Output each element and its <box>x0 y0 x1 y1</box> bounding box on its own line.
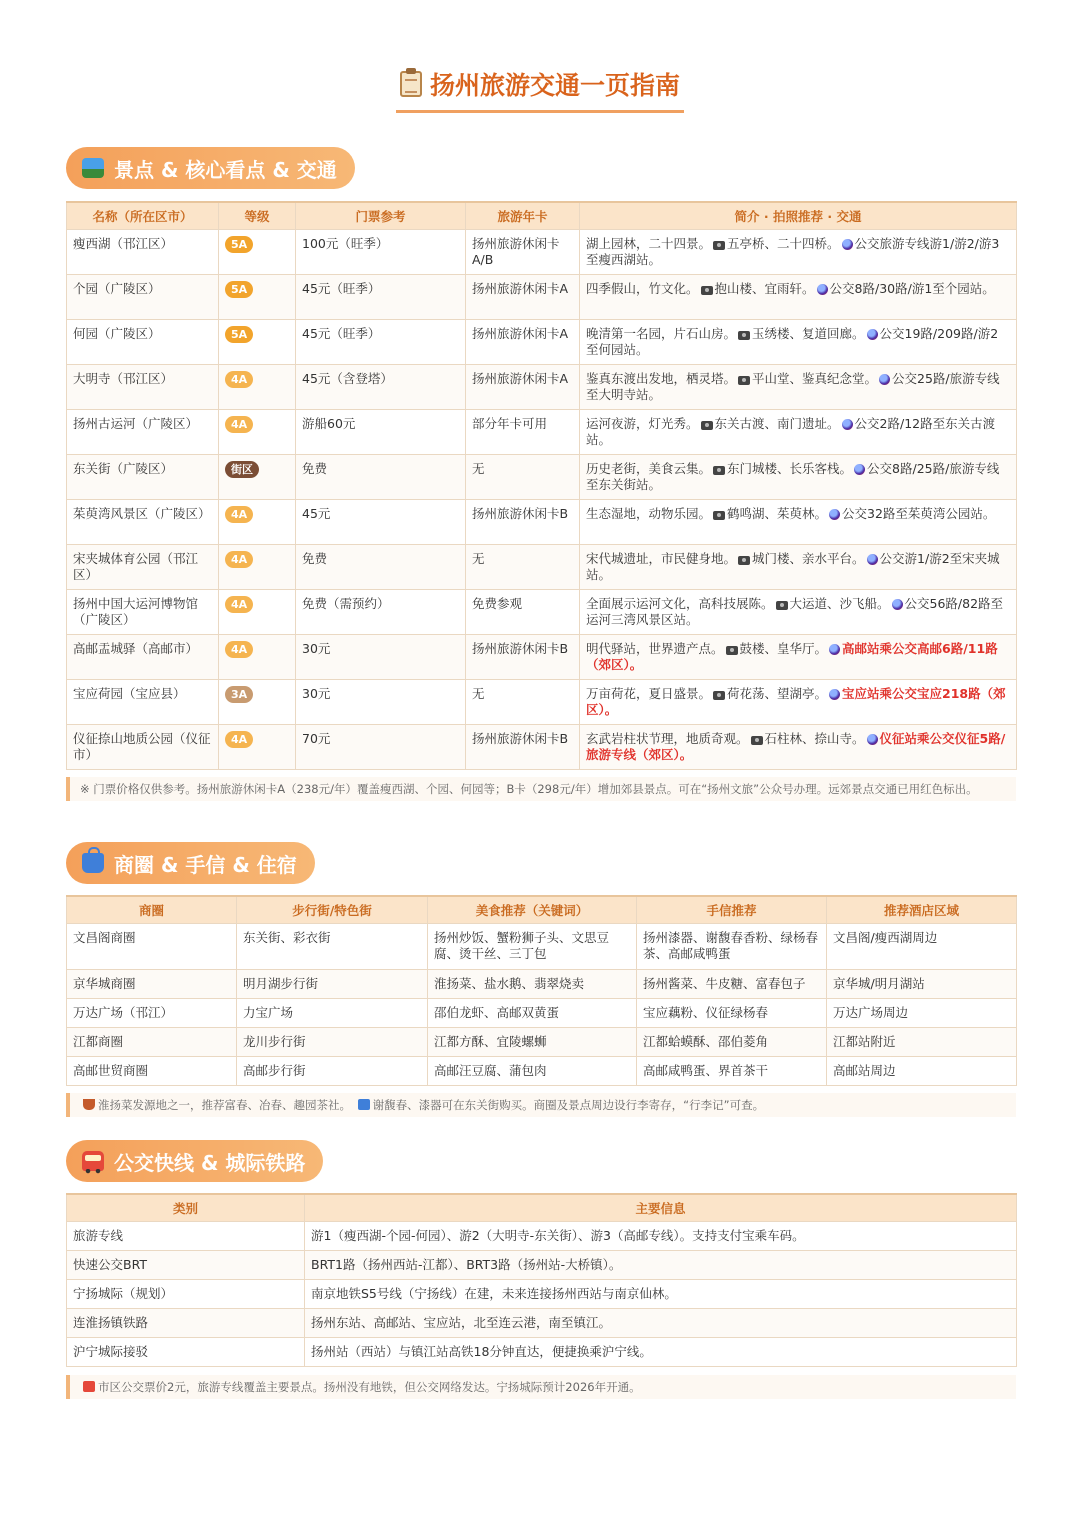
shop-street: 力宝广场 <box>237 998 428 1027</box>
table-row <box>67 1308 1017 1337</box>
shop-food: 江都方酥、宜陵螺蛳 <box>428 1027 637 1056</box>
clipboard-icon <box>400 71 422 97</box>
scenic-note-text: ※ 门票价格仅供参考。扬州旅游休闲卡A（238元/年）覆盖瘦西湖、个园、何园等；B卡（298元/年）增加郊县景点。可在“扬州文旅”公众号办理。远郊景点交通已用红色标出。 <box>80 782 978 796</box>
scenic-info <box>580 724 1017 769</box>
shop-souvenir: 高邮咸鸭蛋、界首茶干 <box>637 1056 827 1085</box>
shop-souvenir: 江都蛤蟆酥、邵伯菱角 <box>637 1027 827 1056</box>
shop-souvenir: 扬州酱菜、牛皮糖、富春包子 <box>637 969 827 998</box>
scenic-header-row <box>67 202 1017 229</box>
scenic-transit: 公交8路/30路/游1至个园站。 <box>829 280 995 296</box>
transit-info: 扬州东站、高邮站、宝应站，北至连云港，南至镇江。 <box>305 1308 1017 1337</box>
scenic-photo: 东关古渡、南门遗址。 <box>714 415 840 431</box>
scenic-card: 免费参观 <box>466 589 580 634</box>
transit-icon <box>842 239 853 250</box>
shopping-header-row <box>67 896 1017 923</box>
scenic-card: 扬州旅游休闲卡A <box>466 319 580 364</box>
col-header: 手信推荐 <box>637 896 827 923</box>
transit-icon <box>867 554 878 565</box>
scenic-ticket: 70元 <box>296 724 466 769</box>
transit-icon <box>842 419 853 430</box>
col-header: 类别 <box>67 1194 305 1221</box>
transit-icon <box>879 374 890 385</box>
table-row <box>67 274 1017 319</box>
scenic-name: 宝应荷园（宝应县） <box>67 679 219 724</box>
scenic-info <box>580 274 1017 319</box>
bus-icon <box>83 1381 95 1392</box>
level-badge: 5A <box>225 281 253 298</box>
scenic-transit: 公交56路/82路至运河三湾风景区站。 <box>586 595 1004 627</box>
camera-icon <box>776 601 788 610</box>
col-header: 美食推荐（关键词） <box>428 896 637 923</box>
scenic-note <box>66 777 1016 801</box>
scenic-level-cell <box>219 679 296 724</box>
scenic-photo: 大运道、沙飞船。 <box>789 595 890 611</box>
col-header: 步行街/特色街 <box>237 896 428 923</box>
level-badge: 4A <box>225 731 253 748</box>
transit-info: 游1（瘦西湖-个园-何园）、游2（大明寺-东关街）、游3（高邮专线）。支持支付宝乘车码。 <box>305 1221 1017 1250</box>
transit-category: 沪宁城际接驳 <box>67 1337 305 1366</box>
scenic-card: 无 <box>466 544 580 589</box>
section-transit-title: 公交快线 & 城际铁路 <box>114 1150 306 1175</box>
camera-icon <box>713 691 725 700</box>
scenic-name: 宋夹城体育公园（邗江区） <box>67 544 219 589</box>
scenic-ticket: 45元 <box>296 499 466 544</box>
shop-souvenir: 扬州漆器、谢馥春香粉、绿杨春茶、高邮咸鸭蛋 <box>637 923 827 969</box>
transit-note-text: 市区公交票价2元，旅游专线覆盖主要景点。扬州没有地铁，但公交网络发达。宁扬城际预计2026年开通。 <box>98 1380 641 1394</box>
scenic-card: 扬州旅游休闲卡B <box>466 724 580 769</box>
table-row <box>67 969 1017 998</box>
scenic-info <box>580 409 1017 454</box>
scenic-photo: 荷花荡、望湖亭。 <box>727 685 828 701</box>
shop-district: 文昌阁商圈 <box>67 923 237 969</box>
scenic-level-cell <box>219 724 296 769</box>
level-badge: 5A <box>225 236 253 253</box>
scenic-info <box>580 589 1017 634</box>
shop-street: 明月湖步行街 <box>237 969 428 998</box>
transit-icon <box>829 689 840 700</box>
col-header: 主要信息 <box>305 1194 1017 1221</box>
shop-street: 东关街、彩衣街 <box>237 923 428 969</box>
transit-icon <box>829 509 840 520</box>
scenic-name: 东关街（广陵区） <box>67 454 219 499</box>
shop-hotel: 高邮站周边 <box>827 1056 1017 1085</box>
section-scenic-title: 景点 & 核心看点 & 交通 <box>114 157 337 182</box>
bus-icon <box>82 1151 104 1171</box>
scenic-name: 扬州古运河（广陵区） <box>67 409 219 454</box>
shop-food: 扬州炒饭、蟹粉狮子头、文思豆腐、烫干丝、三丁包 <box>428 923 637 969</box>
col-header: 推荐酒店区域 <box>827 896 1017 923</box>
scenic-intro: 玄武岩柱状节理，地质奇观。 <box>586 730 749 746</box>
section-shopping-title: 商圈 & 手信 & 住宿 <box>114 852 297 877</box>
camera-icon <box>738 556 750 565</box>
camera-icon <box>713 466 725 475</box>
col-header: 等级 <box>219 202 296 229</box>
scenic-name: 高邮盂城驿（高邮市） <box>67 634 219 679</box>
table-row <box>67 679 1017 724</box>
table-row <box>67 998 1017 1027</box>
col-header: 简介 · 拍照推荐 · 交通 <box>580 202 1017 229</box>
shop-hotel: 万达广场周边 <box>827 998 1017 1027</box>
scenic-info <box>580 499 1017 544</box>
shop-hotel: 京华城/明月湖站 <box>827 969 1017 998</box>
scenic-level-cell <box>219 409 296 454</box>
scenic-intro: 历史老街，美食云集。 <box>586 460 712 476</box>
scenic-ticket: 免费（需预约） <box>296 589 466 634</box>
table-row <box>67 544 1017 589</box>
scenic-ticket: 30元 <box>296 679 466 724</box>
shopping-bag-icon <box>358 1099 370 1110</box>
scenic-transit: 仪征站乘公交仪征5路/旅游专线（郊区）。 <box>586 730 1006 762</box>
shopping-note-part2: 谢馥春、漆器可在东关街购买。商圈及景点周边设行李寄存，“行李记”可查。 <box>372 1098 765 1112</box>
scenic-transit: 高邮站乘公交高邮6路/11路（郊区）。 <box>586 640 998 672</box>
scenic-level-cell <box>219 319 296 364</box>
scenic-card: 无 <box>466 679 580 724</box>
col-header: 名称（所在区市） <box>67 202 219 229</box>
scenic-photo: 石柱林、捺山寺。 <box>764 730 865 746</box>
shop-hotel: 江都站附近 <box>827 1027 1017 1056</box>
level-badge: 4A <box>225 596 253 613</box>
scenic-level-cell <box>219 589 296 634</box>
shopping-note <box>66 1093 1016 1117</box>
scenic-name: 仪征捺山地质公园（仪征市） <box>67 724 219 769</box>
scenic-transit: 公交2路/12路至东关古渡站。 <box>586 415 996 447</box>
transit-info: BRT1路（扬州西站-江都）、BRT3路（扬州站-大桥镇）。 <box>305 1250 1017 1279</box>
shopping-bag-icon <box>82 853 104 873</box>
scenic-level-cell <box>219 364 296 409</box>
scenic-ticket: 免费 <box>296 454 466 499</box>
table-row <box>67 229 1017 274</box>
scenic-intro: 鉴真东渡出发地，栖灵塔。 <box>586 370 737 386</box>
scenic-ticket: 45元（含登塔） <box>296 364 466 409</box>
scenic-level-cell <box>219 229 296 274</box>
scenic-intro: 运河夜游，灯光秀。 <box>586 415 699 431</box>
scenic-name: 瘦西湖（邗江区） <box>67 229 219 274</box>
scenic-intro: 宋代城遗址，市民健身地。 <box>586 550 737 566</box>
shop-souvenir: 宝应藕粉、仪征绿杨春 <box>637 998 827 1027</box>
transit-note <box>66 1375 1016 1399</box>
scenic-ticket: 30元 <box>296 634 466 679</box>
scenic-card: 扬州旅游休闲卡B <box>466 634 580 679</box>
table-row <box>67 1250 1017 1279</box>
scenic-transit: 公交25路/旅游专线至大明寺站。 <box>586 370 1000 402</box>
table-row <box>67 409 1017 454</box>
scenic-card: 扬州旅游休闲卡A <box>466 364 580 409</box>
transit-icon <box>892 599 903 610</box>
scenic-name: 茱萸湾风景区（广陵区） <box>67 499 219 544</box>
level-badge: 3A <box>225 686 253 703</box>
scenic-intro: 晚清第一名园，片石山房。 <box>586 325 737 341</box>
transit-icon <box>854 464 865 475</box>
transit-icon <box>817 284 828 295</box>
shop-district: 高邮世贸商圈 <box>67 1056 237 1085</box>
transit-category: 宁扬城际（规划） <box>67 1279 305 1308</box>
table-row <box>67 1337 1017 1366</box>
level-badge: 4A <box>225 641 253 658</box>
tea-icon <box>83 1099 95 1110</box>
section-scenic-header <box>66 147 355 189</box>
shop-food: 淮扬菜、盐水鹅、翡翠烧卖 <box>428 969 637 998</box>
scenic-name: 大明寺（邗江区） <box>67 364 219 409</box>
scenic-level-cell <box>219 274 296 319</box>
scenic-ticket: 游船60元 <box>296 409 466 454</box>
level-badge: 街区 <box>225 461 259 478</box>
scenic-transit: 公交8路/25路/旅游专线至东关街站。 <box>586 460 1000 492</box>
table-row <box>67 1279 1017 1308</box>
shop-district: 江都商圈 <box>67 1027 237 1056</box>
scenic-transit: 公交19路/209路/游2至何园站。 <box>586 325 999 357</box>
table-row <box>67 1027 1017 1056</box>
page-title-text: 扬州旅游交通一页指南 <box>429 71 680 100</box>
scenic-name: 个园（广陵区） <box>67 274 219 319</box>
transit-info: 南京地铁S5号线（宁扬线）在建，未来连接扬州西站与南京仙林。 <box>305 1279 1017 1308</box>
scenic-name: 何园（广陵区） <box>67 319 219 364</box>
scenic-transit: 宝应站乘公交宝应218路（郊区）。 <box>586 685 1006 717</box>
scenic-level-cell <box>219 454 296 499</box>
section-transit-header <box>66 1140 323 1182</box>
level-badge: 4A <box>225 506 253 523</box>
table-row <box>67 589 1017 634</box>
table-row <box>67 1056 1017 1085</box>
scenic-intro: 湖上园林，二十四景。 <box>586 235 712 251</box>
camera-icon <box>713 241 725 250</box>
transit-category: 连淮扬镇铁路 <box>67 1308 305 1337</box>
col-header: 旅游年卡 <box>466 202 580 229</box>
camera-icon <box>701 421 713 430</box>
level-badge: 4A <box>225 371 253 388</box>
transit-table <box>66 1193 1017 1367</box>
shopping-note-part1: 淮扬菜发源地之一，推荐富春、冶春、趣园茶社。 <box>98 1098 351 1112</box>
scenic-photo: 平山堂、鉴真纪念堂。 <box>752 370 878 386</box>
scenic-ticket: 45元（旺季） <box>296 274 466 319</box>
scenic-card: 部分年卡可用 <box>466 409 580 454</box>
camera-icon <box>701 286 713 295</box>
section-shopping-header <box>66 842 315 884</box>
shop-street: 龙川步行街 <box>237 1027 428 1056</box>
scenic-level-cell <box>219 544 296 589</box>
scenic-photo: 玉绣楼、复道回廊。 <box>752 325 865 341</box>
shopping-table <box>66 895 1017 1086</box>
scenic-info <box>580 319 1017 364</box>
scenic-photo: 抱山楼、宜雨轩。 <box>714 280 815 296</box>
scenic-transit: 公交游1/游2至宋夹城站。 <box>586 550 1000 582</box>
col-header: 门票参考 <box>296 202 466 229</box>
scenic-intro: 万亩荷花，夏日盛景。 <box>586 685 712 701</box>
transit-info: 扬州站（西站）与镇江站高铁18分钟直达，便捷换乘沪宁线。 <box>305 1337 1017 1366</box>
page-title <box>396 66 684 113</box>
camera-icon <box>751 736 763 745</box>
shop-street: 高邮步行街 <box>237 1056 428 1085</box>
scenic-intro: 生态湿地，动物乐园。 <box>586 505 712 521</box>
transit-header-row <box>67 1194 1017 1221</box>
scenic-card: 扬州旅游休闲卡B <box>466 499 580 544</box>
scenic-name: 扬州中国大运河博物馆（广陵区） <box>67 589 219 634</box>
shop-district: 京华城商圈 <box>67 969 237 998</box>
table-row <box>67 923 1017 969</box>
scenic-ticket: 免费 <box>296 544 466 589</box>
camera-icon <box>726 646 738 655</box>
landscape-icon <box>82 158 104 178</box>
transit-icon <box>867 734 878 745</box>
scenic-level-cell <box>219 499 296 544</box>
level-badge: 4A <box>225 551 253 568</box>
table-row <box>67 364 1017 409</box>
scenic-intro: 全面展示运河文化，高科技展陈。 <box>586 595 774 611</box>
shop-food: 高邮汪豆腐、蒲包肉 <box>428 1056 637 1085</box>
transit-icon <box>829 644 840 655</box>
scenic-card: 无 <box>466 454 580 499</box>
shop-food: 邵伯龙虾、高邮双黄蛋 <box>428 998 637 1027</box>
scenic-photo: 东门城楼、长乐客栈。 <box>727 460 853 476</box>
scenic-transit: 公交32路至茱萸湾公园站。 <box>842 505 996 521</box>
shop-district: 万达广场（邗江） <box>67 998 237 1027</box>
scenic-info <box>580 634 1017 679</box>
scenic-ticket: 45元（旺季） <box>296 319 466 364</box>
scenic-photo: 鹤鸣湖、茱萸林。 <box>727 505 828 521</box>
shop-hotel: 文昌阁/瘦西湖周边 <box>827 923 1017 969</box>
scenic-card: 扬州旅游休闲卡A/B <box>466 229 580 274</box>
scenic-card: 扬州旅游休闲卡A <box>466 274 580 319</box>
transit-category: 快速公交BRT <box>67 1250 305 1279</box>
scenic-info <box>580 679 1017 724</box>
scenic-intro: 明代驿站，世界遗产点。 <box>586 640 724 656</box>
camera-icon <box>738 376 750 385</box>
table-row <box>67 499 1017 544</box>
table-row <box>67 724 1017 769</box>
scenic-photo: 鼓楼、皇华厅。 <box>739 640 828 656</box>
scenic-info <box>580 364 1017 409</box>
scenic-ticket: 100元（旺季） <box>296 229 466 274</box>
transit-category: 旅游专线 <box>67 1221 305 1250</box>
scenic-info <box>580 454 1017 499</box>
camera-icon <box>713 511 725 520</box>
table-row <box>67 319 1017 364</box>
transit-icon <box>867 329 878 340</box>
level-badge: 4A <box>225 416 253 433</box>
scenic-photo: 城门楼、亲水平台。 <box>752 550 865 566</box>
scenic-photo: 五亭桥、二十四桥。 <box>727 235 840 251</box>
scenic-level-cell <box>219 634 296 679</box>
scenic-transit: 公交旅游专线游1/游2/游3至瘦西湖站。 <box>586 235 1000 267</box>
table-row <box>67 454 1017 499</box>
camera-icon <box>738 331 750 340</box>
scenic-info <box>580 229 1017 274</box>
level-badge: 5A <box>225 326 253 343</box>
scenic-intro: 四季假山，竹文化。 <box>586 280 699 296</box>
scenic-table <box>66 201 1017 770</box>
table-row <box>67 1221 1017 1250</box>
scenic-info <box>580 544 1017 589</box>
table-row <box>67 634 1017 679</box>
col-header: 商圈 <box>67 896 237 923</box>
